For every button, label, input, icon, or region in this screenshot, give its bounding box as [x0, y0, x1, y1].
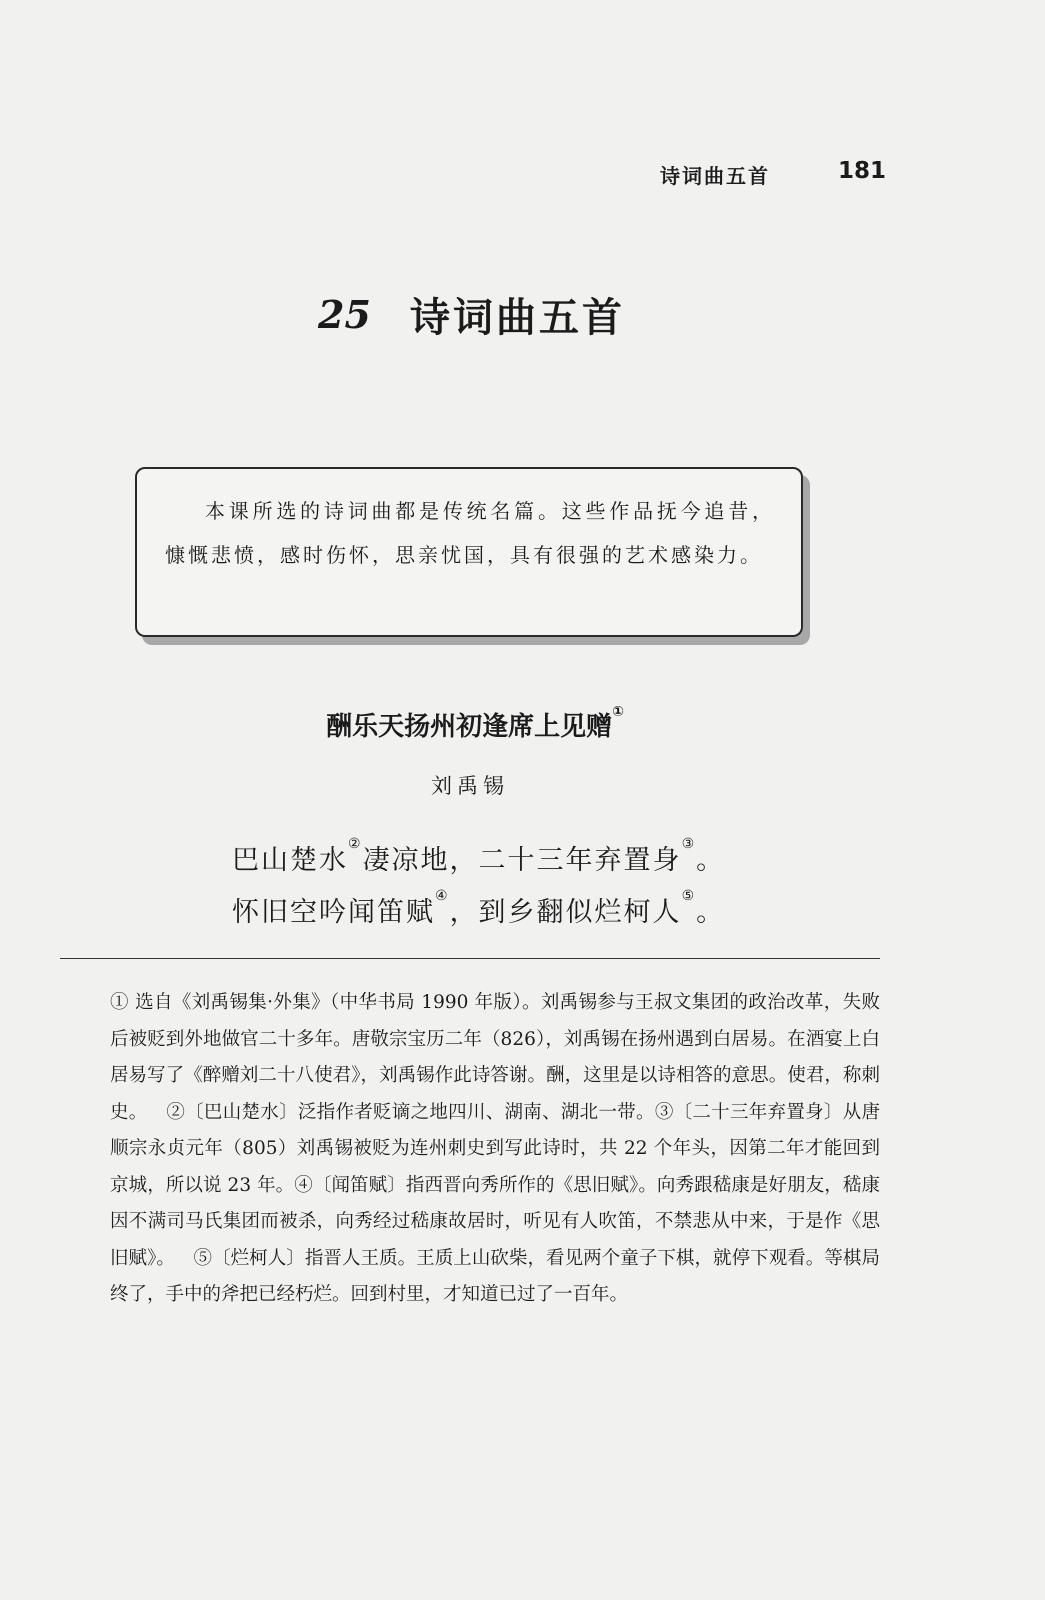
poem-title-note-marker: ① — [612, 704, 624, 720]
footnote-4: ④〔闻笛赋〕指西晋向秀所作的《思旧赋》。向秀跟嵇康是好朋友，嵇康因不满司马氏集团而被杀，向秀经过嵇康故居时，听见有人吹笛，不禁悲从中来，于是作《思旧赋》。 — [110, 1174, 880, 1269]
footnote-marker: ④ — [435, 888, 450, 904]
poem-text: 。 — [696, 845, 726, 876]
footnote-marker: ⑤ — [681, 888, 697, 904]
poem-line — [232, 890, 725, 929]
intro-box — [135, 467, 803, 637]
footnote-1: ① 选自《刘禹锡集·外集》（中华书局 1990 年版）。刘禹锡参与王叔文集团的政治改革，失败后被贬到外地做官二十多年。唐敬宗宝历二年（826），刘禹锡在扬州遇到白居易。在酒宴上白居易写了《醉赠刘二十八使君》，刘禹锡作此诗答谢。酬，这里是以诗相答的意思。使君，称刺史。 — [110, 992, 880, 1123]
poem-line — [232, 838, 725, 877]
poem-title — [0, 706, 950, 743]
footnote-5: ⑤〔烂柯人〕指晋人王质。王质上山砍柴，看见两个童子下棋，就停下观看。等棋局终了，手中的斧把已经朽烂。回到村里，才知道已过了一百年。 — [110, 1247, 880, 1305]
footnote-2: ②〔巴山楚水〕泛指作者贬谪之地四川、湖南、湖北一带。 — [166, 1101, 655, 1123]
footnote-3: ③〔二十三年弃置身〕从唐顺宗永贞元年（805）刘禹锡被贬为连州刺史到写此诗时，共 22 个年头，因第二年才能回到京城，所以说 23 年。 — [110, 1101, 880, 1196]
footnote-divider — [60, 958, 880, 959]
poem-text: ，到乡翻似烂柯人 — [449, 897, 682, 928]
poem-text: 。 — [696, 897, 726, 928]
running-header: 诗词曲五首 — [660, 164, 770, 188]
poem-text: 巴山楚水 — [232, 845, 348, 876]
poem-author: 刘禹锡 — [431, 774, 509, 798]
intro-text: 本课所选的诗词曲都是传统名篇。这些作品抚今追昔，慷慨悲愤，感时伤怀，思亲忧国，具有很强的艺术感染力。 — [165, 499, 775, 567]
lesson-title: 诗词曲五首 — [409, 295, 625, 341]
footnote-marker: ② — [348, 836, 363, 852]
footnote-marker: ③ — [681, 836, 697, 852]
lesson-heading — [318, 286, 625, 343]
poem-text: 凄凉地，二十三年弃置身 — [362, 845, 682, 876]
lesson-number: 25 — [318, 292, 371, 337]
poem-title-text: 酬乐天扬州初逢席上见赠 — [326, 712, 613, 742]
page-number: 181 — [838, 158, 887, 184]
footnotes — [110, 985, 880, 1314]
poem-text: 怀旧空吟闻笛赋 — [232, 897, 435, 928]
